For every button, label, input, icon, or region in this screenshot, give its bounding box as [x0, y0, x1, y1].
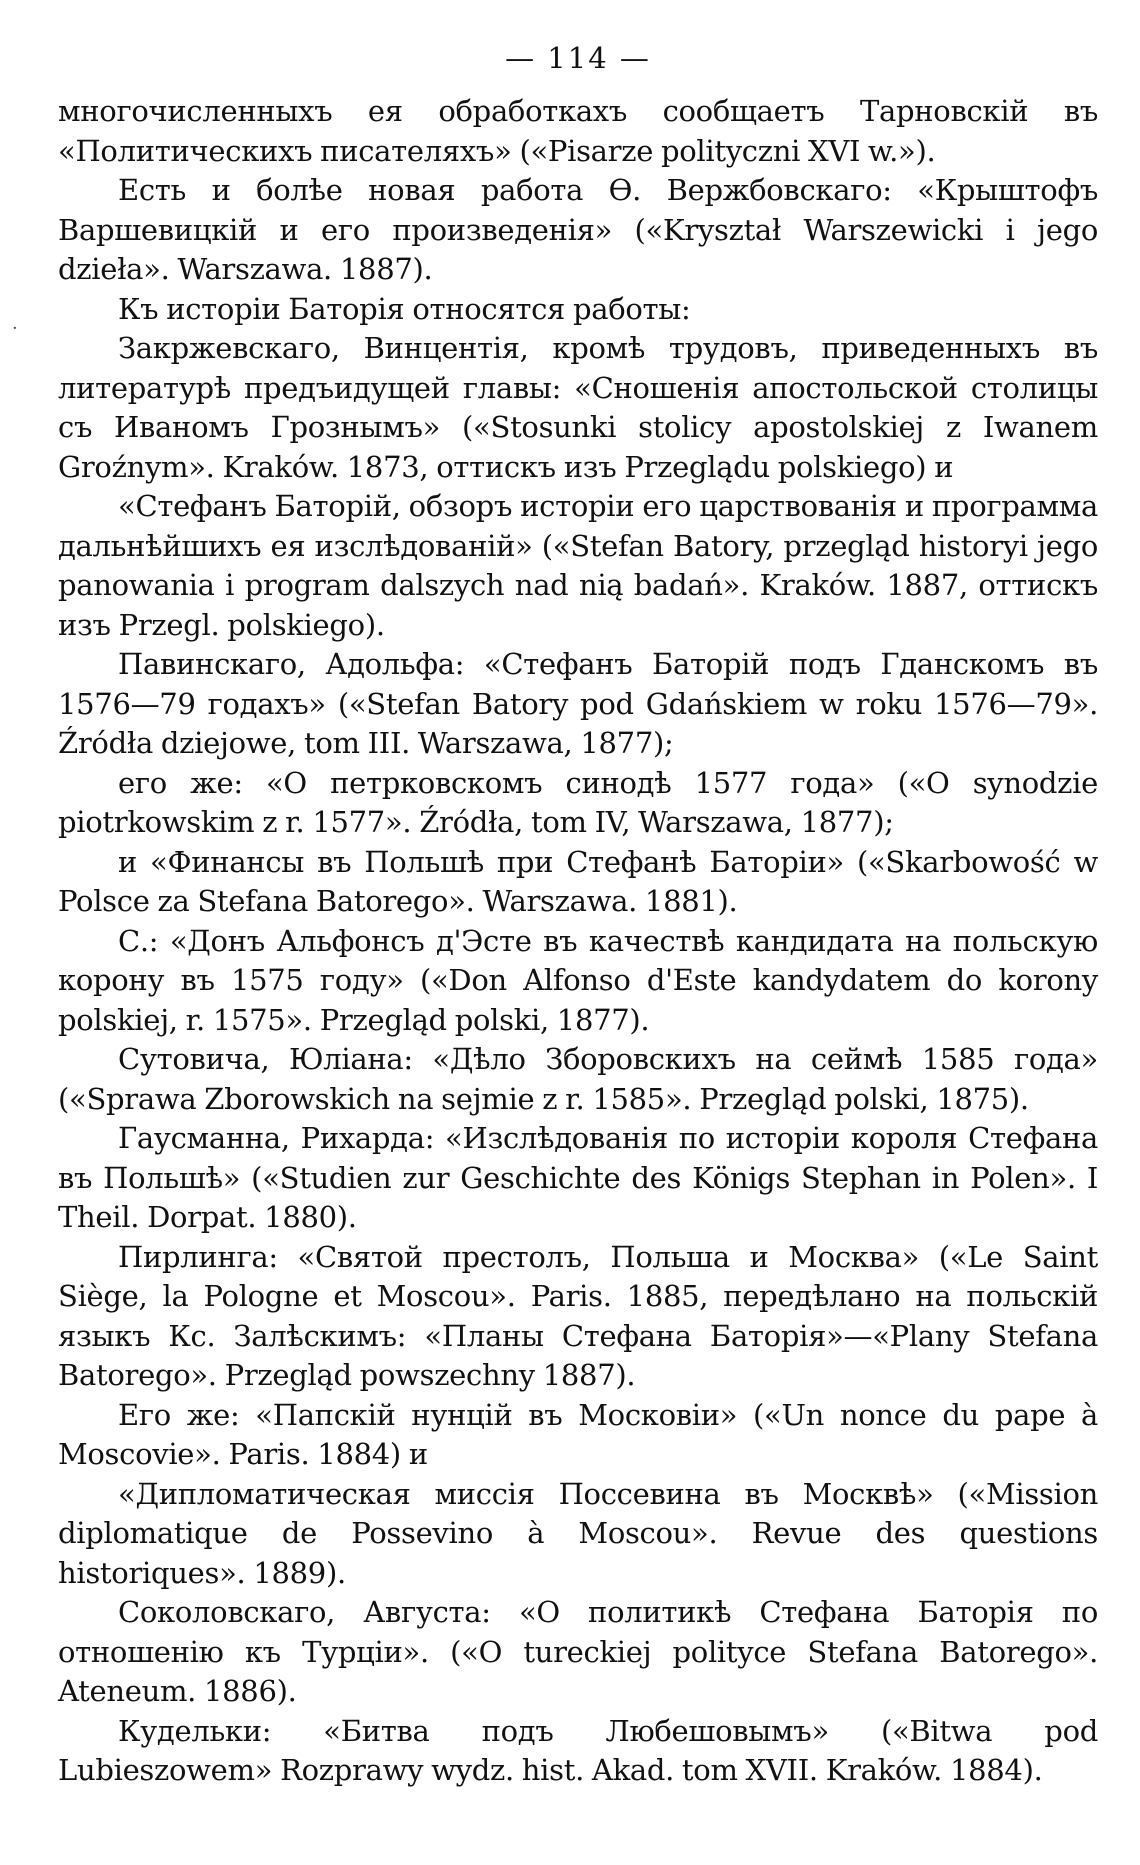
paragraph-3: Къ исторіи Баторія относятся работы:: [118, 291, 691, 326]
paragraph-14: «Дипломатическая миссія Поссевина въ Москвѣ» («Mission diplomatique de Possevino à Moscou». Revue des questions historiques». 1889).: [58, 1476, 1098, 1590]
body-text: [58, 92, 1098, 1791]
paragraph-11: Гаусманна, Рихарда: «Изслѣдованія по исторіи короля Стефана въ Польшѣ» («Studien zur Geschichte des Königs Stephan in Polen». I Theil. Dorpat. 1880).: [58, 1121, 1098, 1234]
paragraph-6: Павинскаго, Адольфа: «Стефанъ Баторій подъ Гданскомъ въ 1576—79 годахъ» («Stefan Batory pod Gdańskiem w roku 1576—79». Źródła dziejowe, tom III. Warszawa, 1877);: [58, 647, 1098, 760]
paragraph-7: его же: «О петрковскомъ синодѣ 1577 года» («O synodzie piotrkowskim z r. 1577». Źródła, tom IV, Warszawa, 1877);: [58, 765, 1098, 839]
paragraph-2: Есть и болѣе новая работа Ѳ. Вержбовскаго: «Крыштофъ Варшевицкій и его произведенія» («Kryształ Warszewicki i jego dzieła». Warszawa. 1887).: [58, 173, 1098, 286]
paragraph-15: Соколовскаго, Августа: «О политикѣ Стефана Баторія по отношенію къ Турціи». («O tureckiej polityce Stefana Batorego». Ateneum. 1886).: [58, 1595, 1098, 1708]
paragraph-9: С.: «Донъ Альфонсъ д'Эсте въ качествѣ кандидата на польскую корону въ 1575 году» («Don Alfonso d'Este kandydatem do korony polskiej, r. 1575». Przegląd polski, 1877).: [58, 923, 1098, 1037]
page-number: — 114 —: [505, 41, 651, 75]
paragraph-12: Пирлинга: «Святой престолъ, Польша и Москва» («Le Saint Siège, la Pologne et Moscou». Paris. 1885, передѣлано на польскій языкъ Кс. Залѣскимъ: «Планы Стефана Баторія»—«Plany Stefana Batorego». Przegląd powszechny 1887).: [58, 1239, 1098, 1392]
paragraph-10: Сутовича, Юліана: «Дѣло Зборовскихъ на сеймѣ 1585 года» («Sprawa Zborowskich na sejmie z r. 1585». Przegląd polski, 1875).: [58, 1042, 1098, 1116]
paragraph-16: Кудельки: «Битва подъ Любешовымъ» («Bitwa pod Lubieszowem» Rozprawy wydz. hist. Akad. tom XVII. Kraków. 1884).: [58, 1713, 1098, 1787]
margin-mark: ·: [12, 318, 18, 339]
paragraph-4: Закржевскаго, Винцентія, кромѣ трудовъ, приведенныхъ въ литературѣ предъидущей главы: «Сношенія апостольской столицы съ Иваномъ Грознымъ» («Stosunki stolicy apostolskiej z Iwanem Groźnym». Kraków. 1873, оттискъ изъ Przeglądu polskiego) и: [58, 331, 1098, 484]
paragraph-5: «Стефанъ Баторій, обзоръ исторіи его царствованія и программа дальнѣйшихъ ея изслѣдованій» («Stefan Batory, przegląd historyi jego panowania i program dalszych nad nią badań». Kraków. 1887, оттискъ изъ Przegl. polskiego).: [58, 489, 1098, 642]
paragraph-1: многочисленныхъ ея обработкахъ сообщаетъ Тарновскій въ «Политическихъ писателяхъ» («Pisarze polityczni XVI w.»).: [58, 94, 1098, 168]
paragraph-13: Его же: «Папскій нунцій въ Московіи» («Un nonce du pape à Moscovie». Paris. 1884) и: [58, 1397, 1098, 1471]
document-page: [58, 38, 1098, 1791]
paragraph-8: и «Финансы въ Польшѣ при Стефанѣ Баторіи» («Skarbowość w Polsce za Stefana Batorego». Warszawa. 1881).: [58, 844, 1098, 918]
